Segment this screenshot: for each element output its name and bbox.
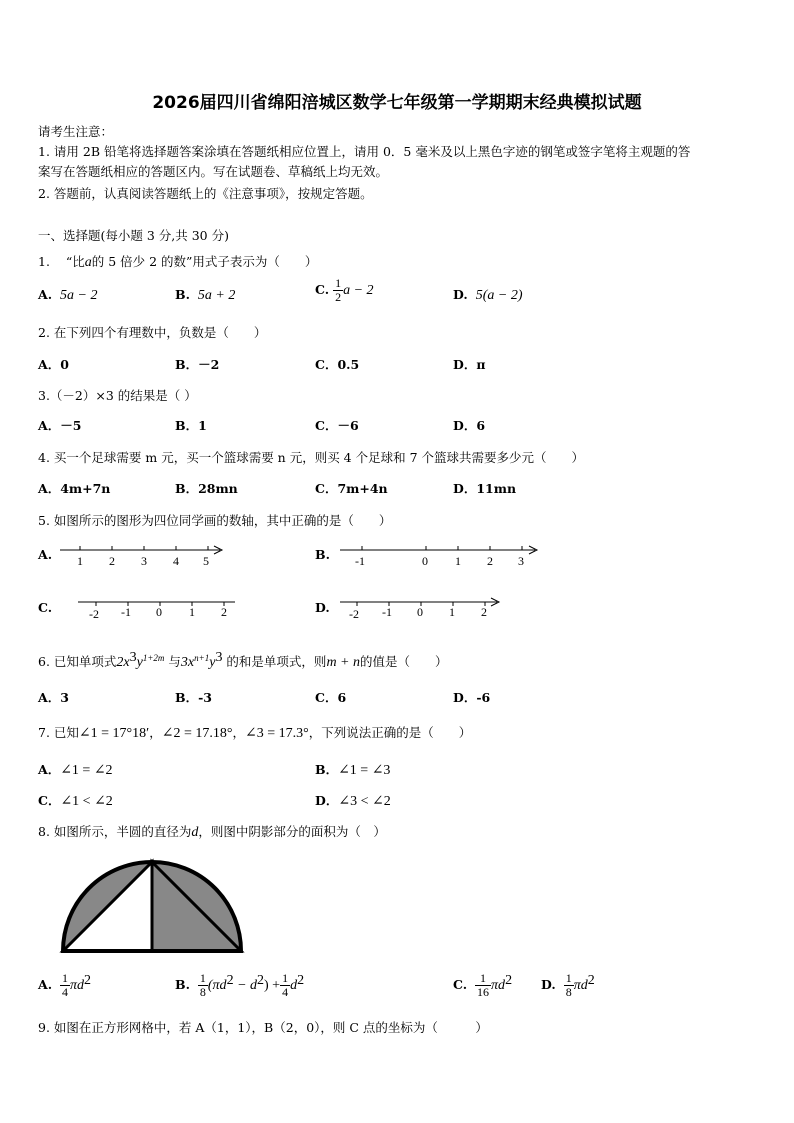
- section-heading: 一、选择题(每小题 3 分,共 30 分): [38, 228, 229, 243]
- q5-option-b[interactable]: B.: [315, 547, 330, 562]
- q7-option-b[interactable]: B．∠1 = ∠3: [315, 762, 391, 778]
- question-5-stem: 5. 如图所示的图形为四位同学画的数轴，其中正确的是（ ）: [38, 513, 392, 528]
- q4-option-b[interactable]: B．28mn: [175, 481, 238, 496]
- axis-a-tick-3: 3: [141, 554, 147, 568]
- notice-item-2: 2. 答题前，认真阅读答题纸上的《注意事项》，按规定答题。: [38, 186, 373, 201]
- axis-a-tick-4: 4: [173, 554, 179, 568]
- q3-option-c[interactable]: C．－6: [315, 418, 359, 433]
- axis-b-tick-4: 2: [487, 554, 493, 568]
- q7-option-c[interactable]: C．∠1 < ∠2: [38, 793, 113, 809]
- notice-heading: 请考生注意：: [38, 124, 114, 139]
- q3-option-b[interactable]: B．1: [175, 418, 207, 433]
- q2-option-c[interactable]: C．0.5: [315, 357, 360, 372]
- axis-d-tick-4: 1: [449, 605, 455, 619]
- axis-c-tick-1: -2: [89, 607, 99, 621]
- q1-option-a[interactable]: A. 5a − 2: [38, 287, 98, 303]
- q5-option-d[interactable]: D.: [315, 600, 330, 615]
- semicircle-figure: [58, 855, 246, 957]
- axis-d-tick-3: 0: [417, 605, 423, 619]
- question-1-stem: 1. “比a的 5 倍少 2 的数”用式子表示为（ ）: [38, 254, 318, 270]
- q6-option-c[interactable]: C．6: [315, 690, 347, 705]
- question-6-stem: 6. 已知单项式$2x^3y^{1+2m}$ 与$3x^{n+1}y^3$ 的和是单项式，则m + n的值是（ ）: [38, 650, 448, 671]
- axis-c-tick-5: 2: [221, 605, 227, 619]
- q2-option-b[interactable]: B．－2: [175, 357, 220, 372]
- axis-c-tick-2: -1: [121, 605, 131, 619]
- axis-a-tick-5: 5: [203, 554, 209, 568]
- axis-d-tick-2: -1: [382, 605, 392, 619]
- axis-a-tick-2: 2: [109, 554, 115, 568]
- q1-option-c[interactable]: C. $\frac{1}{2}$ a − 2: [315, 276, 374, 304]
- axis-b-tick-3: 1: [455, 554, 461, 568]
- question-2-stem: 2. 在下列四个有理数中，负数是（ ）: [38, 325, 267, 340]
- q1-option-b[interactable]: B. 5a + 2: [175, 287, 236, 303]
- q8-option-d[interactable]: D. $\frac{1}{8}$ $\pi d^2$: [541, 971, 595, 999]
- axis-b-tick-1: -1: [355, 554, 365, 568]
- axis-d-tick-1: -2: [349, 607, 359, 621]
- q6-option-b[interactable]: B．-3: [175, 690, 212, 705]
- question-9-stem: 9. 如图在正方形网格中，若 A（1，1），B（2，0），则 C 点的坐标为（ ）: [38, 1020, 488, 1035]
- axis-b-tick-2: 0: [422, 554, 428, 568]
- axis-c-tick-4: 1: [189, 605, 195, 619]
- number-line-d: [335, 592, 510, 626]
- axis-a-tick-1: 1: [77, 554, 83, 568]
- q4-option-a[interactable]: A．4m+7n: [38, 481, 111, 496]
- number-line-b: [335, 538, 545, 572]
- q5-option-a[interactable]: A.: [38, 547, 53, 562]
- question-4-stem: 4. 买一个足球需要 m 元，买一个篮球需要 n 元，则买 4 个足球和 7 个篮球共需要多少元（ ）: [38, 450, 584, 465]
- q1-option-d[interactable]: D. 5(a − 2): [453, 287, 523, 303]
- q3-option-a[interactable]: A．－5: [38, 418, 82, 433]
- q3-option-d[interactable]: D．6: [453, 418, 486, 433]
- number-line-c: [70, 592, 250, 626]
- number-line-a: [55, 538, 235, 572]
- q2-option-d[interactable]: D．π: [453, 357, 486, 372]
- q8-option-c[interactable]: C. $\frac{1}{16}$ $\pi d^2$: [453, 971, 513, 999]
- q4-option-d[interactable]: D．11mn: [453, 481, 517, 496]
- question-3-stem: 3.（－2）×3 的结果是（ ）: [38, 388, 197, 403]
- notice-item-1: 1. 请用 2B 铅笔将选择题答案涂填在答题纸相应位置上，请用 0．5 毫米及以上黑色字迹的钢笔或签字笔将主观题的答: [38, 144, 691, 159]
- axis-b-tick-5: 3: [518, 554, 524, 568]
- question-7-stem: 7. 已知∠1 = 17°18′，∠2 = 17.18°，∠3 = 17.3°，下列说法正确的是（ ）: [38, 725, 472, 741]
- q8-option-a[interactable]: A. $\frac{1}{4}$ $\pi d^2$: [38, 971, 92, 999]
- q5-option-c[interactable]: C.: [38, 600, 53, 615]
- q8-option-b[interactable]: B. $\frac{1}{8}$ $(\pi d^2 - d^2)$ + $\frac{1}{4}$ $d^2$: [175, 971, 305, 999]
- q6-option-a[interactable]: A．3: [38, 690, 69, 705]
- axis-c-tick-3: 0: [156, 605, 162, 619]
- q2-option-a[interactable]: A．0: [38, 357, 69, 372]
- q4-option-c[interactable]: C．7m+4n: [315, 481, 388, 496]
- q7-option-a[interactable]: A．∠1 = ∠2: [38, 762, 113, 778]
- question-8-stem: 8. 如图所示，半圆的直径为d，则图中阴影部分的面积为（ ）: [38, 824, 386, 840]
- notice-item-1-cont: 案写在答题纸相应的答题区内。写在试题卷、草稿纸上均无效。: [38, 164, 389, 179]
- q7-option-d[interactable]: D．∠3 < ∠2: [315, 793, 391, 809]
- page-title: 2026届四川省绵阳涪城区数学七年级第一学期期末经典模拟试题: [152, 93, 642, 113]
- q6-option-d[interactable]: D．-6: [453, 690, 491, 705]
- axis-d-tick-5: 2: [481, 605, 487, 619]
